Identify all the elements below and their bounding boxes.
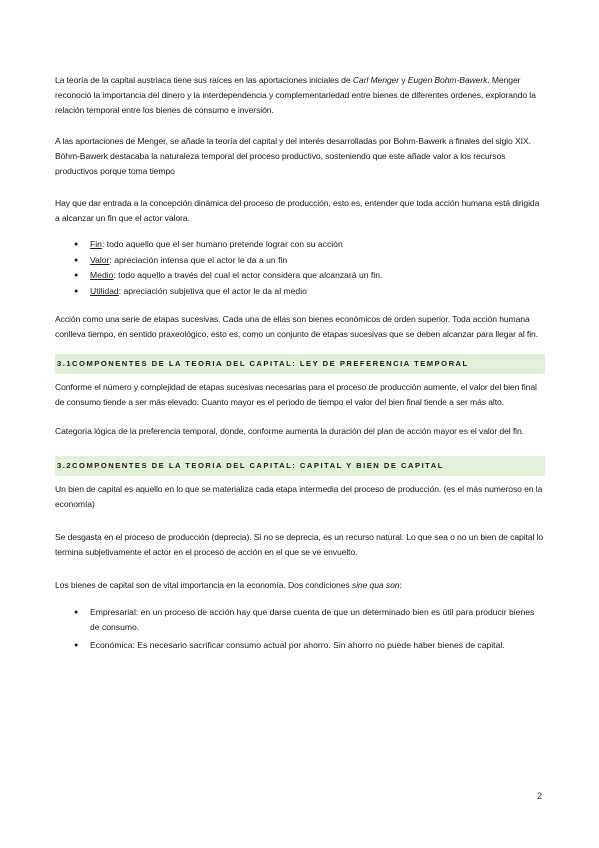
conditions-list — [55, 605, 545, 653]
conditions-text-c: : — [399, 580, 402, 590]
page-content — [55, 73, 545, 666]
bullet-icon: ● — [74, 609, 79, 616]
term-label: Medio — [90, 270, 114, 280]
depreciation-paragraph: Se desgasta en el proceso de producción (deprecia). Si no se deprecia, es un recurso natural. Lo que sea o no un bien de capital lo termina subjetivamente el actor en el proceso de acción en el que se ve envuelto. — [55, 532, 544, 557]
bullet-icon: ● — [74, 256, 79, 264]
bullet-icon: ● — [74, 642, 79, 649]
term-label: Valor — [90, 254, 110, 265]
intro-text-c: . Menger reconoció la importancia del dinero y la interdependencia y complementariedad entre bienes de diferentes ordenes, explorando la relación temporal entre los bienes de consumo e inversión. — [55, 75, 536, 115]
sine-qua-non: sine qua son — [351, 580, 400, 590]
list-item — [55, 268, 545, 284]
dynamic-concept-paragraph: Hay que dar entrada a la concepción dinámica del proceso de producción, esto es, entender que toda acción humana está dirigida a alcanzar un fin que el actor valora. — [55, 198, 540, 223]
page-number: 2 — [537, 791, 543, 801]
term-definition: : apreciación subjetiva que el actor le da al medio — [118, 285, 307, 296]
list-item — [55, 638, 545, 653]
condition-text: Empresarial: en un proceso de acción hay que darse cuenta de que un determinado bien es útil para producir bienes de consumo. — [90, 607, 535, 632]
bohm-paragraph: A las aportaciones de Menger, se añade la teoría del capital y del interés desarrolladas por Bohm-Bawerk a finales del siglo XIX. Böhm-Bawerk destacaba la naturaleza temporal del proceso productivo, sosteniendo que este añade valor a los recursos productivos porque toma tiempo — [55, 136, 531, 176]
term-definition: : todo aquello a través del cual el actor considera que alcanzará un fin. — [113, 270, 383, 280]
intro-text-b: y — [399, 75, 408, 85]
menger-name: Carl Menger — [352, 75, 399, 85]
list-item — [55, 253, 545, 269]
stages-complexity-paragraph: Conforme el número y complejidad de etapas sucesivas necesarias para el proceso de producción aumente, el valor del bien final de consumo tiende a ser más elevado. Cuanto mayor es el periodo de tiempo el valor del bien final tiende a ser más alto. — [55, 382, 537, 407]
definitions-list — [55, 237, 545, 299]
term-definition: : todo aquello que el ser humano pretende lograr con su acción — [101, 239, 343, 249]
intro-paragraph — [55, 73, 545, 118]
term-definition: : apreciación intensa que el actor le da a un fin — [109, 254, 288, 265]
action-stages-paragraph: Acción como una serie de etapas sucesivas. Cada una de ellas son bienes económicos de orden superior. Toda acción humana conlleva tiempo, en sentido praxeológico, esto es, como un conjunto de etapas sucesivas que se deben alcanzar para llegar al fin. — [55, 314, 538, 339]
condition-text: Económica: Es necesario sacrificar consumo actual por ahorro. Sin ahorro no puede haber bienes de capital. — [90, 640, 505, 650]
term-label: Fin — [90, 239, 102, 249]
intro-text-a: La teoría de la capital austriaca tiene sus raíces en las aportaciones iniciales de — [55, 75, 353, 85]
time-preference-paragraph: Categoría lógica de la preferencia temporal, donde, conforme aumenta la duración del plan de acción mayor es el valor del fin. — [55, 426, 524, 436]
bohm-name: Eugen Bohm-Bawerk — [407, 75, 488, 85]
list-item — [55, 605, 545, 635]
term-label: Utilidad — [90, 285, 119, 296]
capital-good-paragraph: Un bien de capital es aquello en lo que se materializa cada etapa intermedia del proceso de producción. (es el más numeroso en la economía) — [55, 484, 543, 509]
section-heading-3-2: 3.2COMPONENTES DE LA TEORIA DEL CAPITAL: CAPITAL Y BIEN DE CAPITAL — [55, 456, 545, 476]
bullet-icon: ● — [74, 287, 79, 295]
conditions-paragraph — [55, 578, 545, 593]
bullet-icon: ● — [74, 241, 79, 248]
list-item — [55, 284, 545, 300]
list-item — [55, 237, 545, 253]
section-heading-3-1: 3.1COMPONENTES DE LA TEORIA DEL CAPITAL: LEY DE PREFERENCIA TEMPORAL — [55, 354, 545, 374]
bullet-icon: ● — [74, 272, 79, 279]
conditions-text-a: Los bienes de capital son de vital importancia en la economía. Dos condiciones — [55, 580, 352, 590]
